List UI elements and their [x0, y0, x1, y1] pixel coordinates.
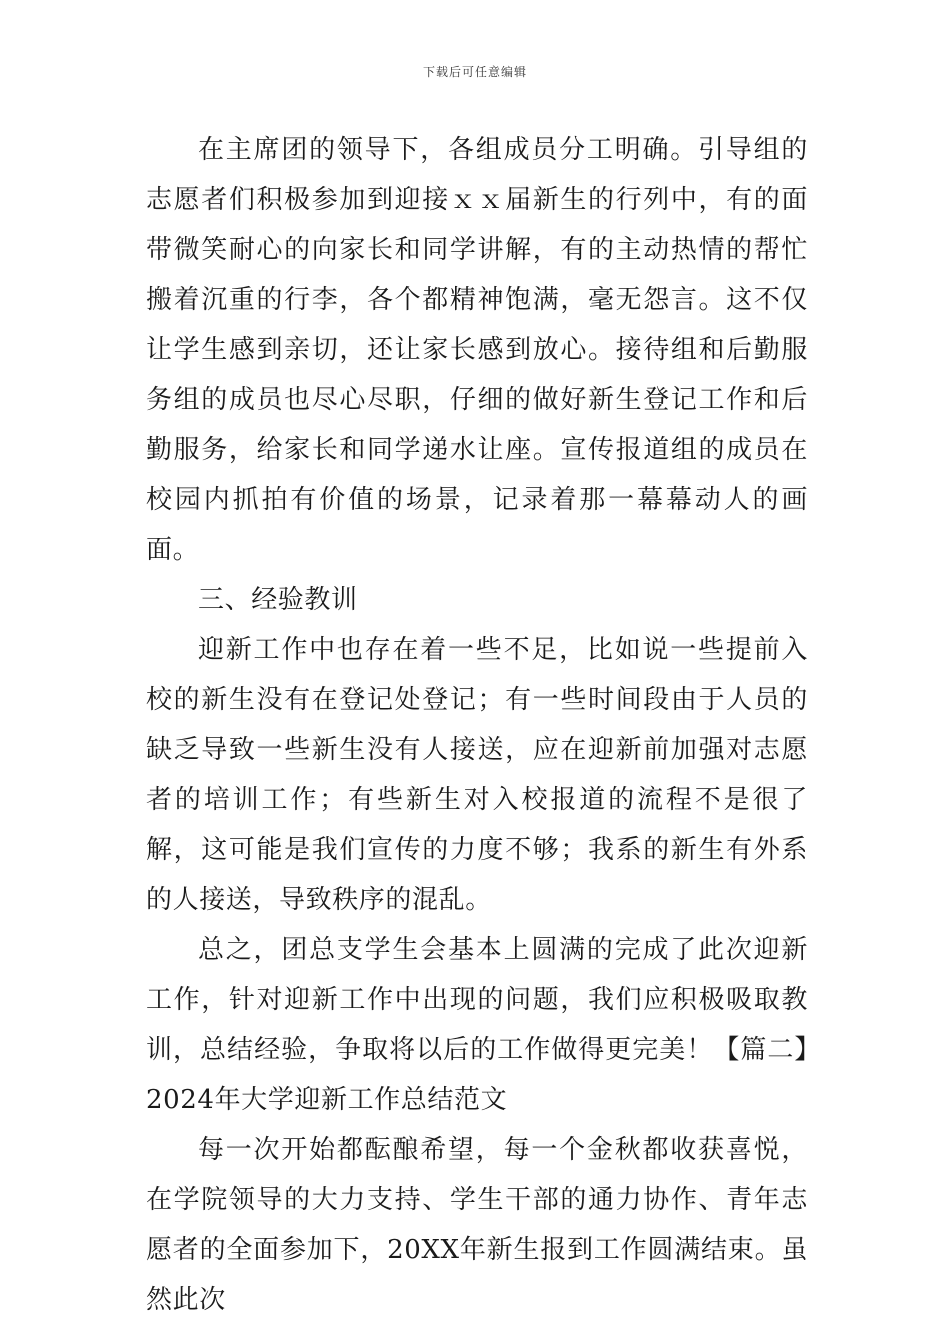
- page-header: 下载后可任意编辑: [422, 65, 527, 79]
- section-heading-lessons: 三、经验教训: [198, 585, 358, 615]
- paragraph-division-of-work: 在主席团的领导下，各组成员分工明确。引导组的志愿者们积极参加到迎接ｘｘ届新生的行列中，有的面带微笑耐心的向家长和同学讲解，有的主动热情的帮忙搬着沉重的行李，各个都精神饱满，毫无怨言。这不仅让学生感到亲切，还让家长感到放心。接待组和后勤服务组的成员也尽心尽职，仔细的做好新生登记工作和后勤服务，给家长和同学递水让座。宣传报道组的成员在校园内抓拍有价值的场景，记录着那一幕幕动人的画面。: [146, 135, 808, 565]
- document-body: [146, 125, 808, 1325]
- paragraph-conclusion: 总之，团总支学生会基本上圆满的完成了此次迎新工作，针对迎新工作中出现的问题，我们应积极吸取教训，总结经验，争取将以后的工作做得更完美！【篇二】2024年大学迎新工作总结范文: [146, 935, 808, 1115]
- paragraph-new-article-intro: 每一次开始都酝酿希望，每一个金秋都收获喜悦，在学院领导的大力支持、学生干部的通力协作、青年志愿者的全面参加下，20XX年新生报到工作圆满结束。虽然此次: [146, 1135, 808, 1315]
- paragraph-shortcomings: 迎新工作中也存在着一些不足，比如说一些提前入校的新生没有在登记处登记；有一些时间段由于人员的缺乏导致一些新生没有人接送，应在迎新前加强对志愿者的培训工作；有些新生对入校报道的流程不是很了解，这可能是我们宣传的力度不够；我系的新生有外系的人接送，导致秩序的混乱。: [146, 635, 808, 915]
